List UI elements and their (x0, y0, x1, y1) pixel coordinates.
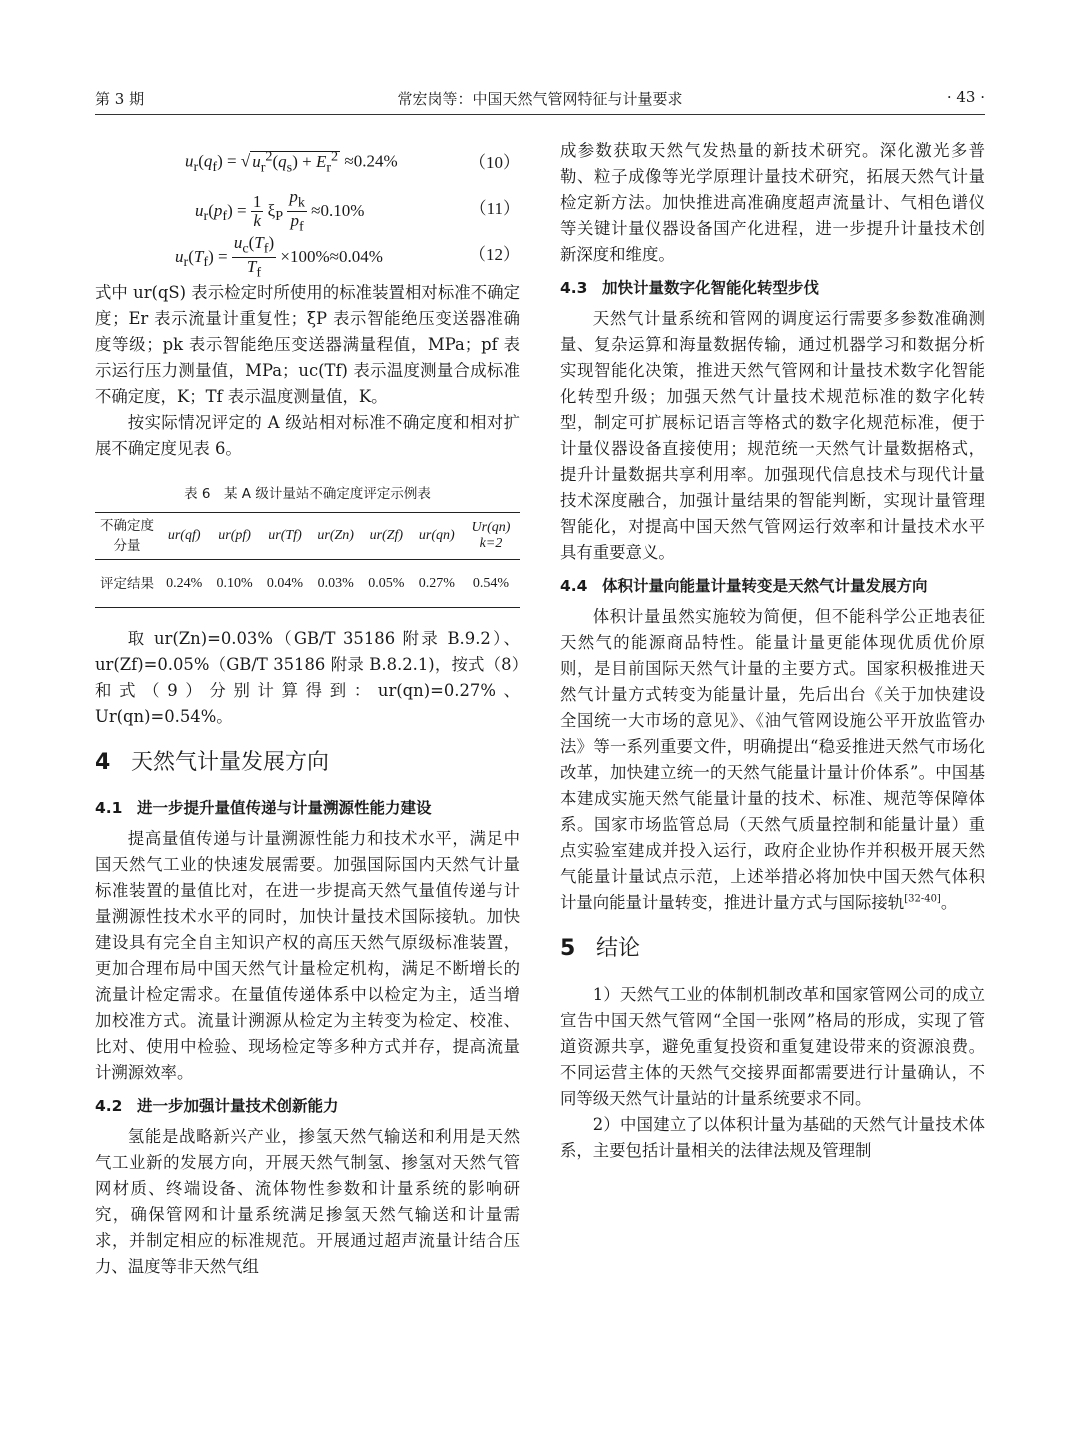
table-column-header: Ur(qn) k=2 (471, 520, 511, 551)
section-heading (560, 934, 985, 964)
subsection-title: 进一步提升量值传递与计量溯源性能力建设 (137, 799, 432, 817)
table-row-label: 不确定度分量 (100, 518, 154, 554)
table-reference-paragraph: 按实际情况评定的 A 级站相对标准不确定度和相对扩展不确定度见表 6。 (95, 413, 520, 458)
page-number: · 43 · (946, 88, 985, 106)
subsection-title: 进一步加强计量技术创新能力 (137, 1097, 339, 1115)
equation-block (95, 138, 520, 280)
table-column-header: ur(qn) (418, 528, 455, 543)
running-header (95, 84, 985, 115)
left-column (95, 138, 520, 1280)
section-title: 结论 (596, 936, 641, 961)
subsection-heading (560, 276, 985, 300)
equation-explanation: 式中 ur(qS) 表示检定时所使用的标准装置相对标准不确定度；Er 表示流量计重复性；ξP 表示智能绝压变送器准确度等级；pk 表示智能绝压变送器满量程值，MPa；pf 表示运行压力测量值，MPa；uc(Tf) 表示温度测量合成标准不确定度，K；Tf 表示温度测量值，K。 (95, 283, 520, 406)
table-column-header: ur(Tf) (268, 528, 302, 543)
running-title: 常宏岗等：中国天然气管网特征与计量要求 (397, 90, 683, 108)
paragraph-text: 体积计量虽然实施较为简便，但不能科学公正地表征天然气的能源商品特性。能量计量更能体现优质优价原则，是目前国际天然气计量的主要方式。国家积极推进天然气计量方式转变为能量计量，先后出台《关于加快建设全国统一大市场的意见》、《油气管网设施公平开放监管办法》等一系列重要文件，明确提出“稳妥推进天然气市场化改革，加快建立统一的天然气能量计量计价体系”。中国基本建成实施天然气能量计量的技术、标准、规范等保障体系。国家市场监管总局（天然气质量控制和能量计量）重点实验室建成并投入运行，政府企业协作并积极开展天然气能量计量试点示范，上述举措必将加快中国天然气体积计量向能量计量转变，推进计量方式与国际接轨 (560, 607, 985, 912)
table-cell: 0.05% (368, 575, 405, 591)
table-cell: 0.10% (216, 575, 253, 591)
section-title: 天然气计量发展方向 (131, 750, 330, 775)
table-cell: 0.24% (166, 575, 203, 591)
table-cell: 0.04% (266, 575, 304, 591)
right-column (560, 138, 985, 1164)
conclusion-item: 1）天然气工业的体制机制改革和国家管网公司的成立宣告中国天然气管网“全国一张网”格局的形成，实现了管道资源共享，避免重复投资和重复建设带来的资源浪费。不同运营主体的天然气交接界面都需要进行计量确认，不同等级天然气计量站的计量系统要求不同。 (560, 985, 985, 1108)
equation-number: （10） (469, 153, 520, 172)
body-paragraph: 氢能是战略新兴产业，掺氢天然气输送和利用是天然气工业新的发展方向，开展天然气制氢、掺氢对天然气管网材质、终端设备、流体物性参数和计量系统的影响研究，确保管网和计量系统满足掺氢天然气输送和计量需求，并制定相应的标准规范。开展通过超声流量计结合压力、温度等非天然气组 (95, 1127, 520, 1276)
subsection-number: 4.4 (560, 577, 588, 595)
equation-number: （12） (469, 245, 520, 264)
subsection-title: 加快计量数字化智能化转型步伐 (602, 279, 820, 297)
body-paragraph (560, 604, 985, 916)
equation-11: $u_r(p_f)$ = $\frac{1}{k}$ $\xi_P$ $\frac{p_k}{p_f}$ ≈0.10% （11） (195, 187, 520, 235)
body-paragraph: 天然气计量系统和管网的调度运行需要多参数准确测量、复杂运算和海量数据传输，通过机器学习和数据分析实现智能化决策，推进天然气管网和计量技术数字化智能化转型升级；加强天然气计量技术规范标准的数字化转型，制定可扩展标记语言等格式的数字化规范标准，便于计量仪器设备直接使用；规范统一天然气计量数据格式，提升计量数据共享利用率。加强现代信息技术与现代计量技术深度融合，加强计量结果的智能判断，实现计量管理智能化，对提高中国天然气管网运行效率和计量技术水平具有重要意义。 (560, 309, 985, 562)
equation-10: $u_r(q_f)$ = √ $u_r^2(q_s) + E_r^2 \approx 0.24\%$ （10） (185, 148, 520, 176)
calculation-paragraph: 取 ur(Zn)=0.03%（GB/T 35186 附录 B.9.2）、ur(Zf)=0.05%（GB/T 35186 附录 B.8.2.1)，按式（8）和式（9）分别计算得到：ur(qn)=0.27%、Ur(qn)=0.54%。 (95, 629, 520, 726)
subsection-number: 4.3 (560, 279, 588, 297)
table-cell: 0.54% (472, 575, 510, 591)
subsection-heading (95, 1094, 520, 1118)
table-row-label: 评定结果 (100, 575, 154, 592)
section-number: 4 (95, 750, 111, 775)
table-column-header: ur(qf) (167, 528, 201, 543)
issue-number: 第 3 期 (95, 90, 145, 108)
section-heading (95, 748, 520, 778)
subsection-number: 4.1 (95, 799, 123, 817)
body-paragraph-continued: 成参数获取天然气发热量的新技术研究。深化激光多普勒、粒子成像等光学原理计量技术研究，拓展天然气计量检定新方法。加快推进高准确度超声流量计、气相色谱仪等关键计量仪器设备国产化进程，进一步提升计量技术创新深度和维度。 (560, 141, 985, 264)
table-header-row (95, 513, 520, 560)
table-column-header: ur(Zn) (317, 528, 354, 543)
citation-reference: [32-40] (904, 893, 941, 905)
table-cell: 0.27% (418, 575, 455, 591)
table-column-header: ur(Zf) (369, 528, 404, 543)
table-column-header: ur(pf) (218, 528, 251, 543)
subsection-heading (95, 796, 520, 820)
conclusion-item: 2）中国建立了以体积计量为基础的天然气计量技术体系，主要包括计量相关的法律法规及管理制 (560, 1115, 985, 1160)
subsection-title: 体积计量向能量计量转变是天然气计量发展方向 (602, 577, 928, 595)
table-cell: 0.03% (317, 575, 354, 591)
paragraph-end: 。 (940, 893, 958, 912)
table-caption: 表 6 某 A 级计量站不确定度评定示例表 (184, 486, 431, 502)
equation-12: $u_r(T_f)$ = $\frac{u_c(T_f)}{T_f}$ ×100%≈0.04% （12） (175, 233, 520, 281)
subsection-number: 4.2 (95, 1097, 123, 1115)
equation-number: （11） (469, 199, 520, 218)
table-row (95, 560, 520, 608)
body-paragraph: 提高量值传递与计量溯源性能力和技术水平，满足中国天然气工业的快速发展需要。加强国际国内天然气计量标准装置的量值比对，在进一步提高天然气量值传递与计量溯源性技术水平的同时，加快计量技术国际接轨。加快建设具有完全自主知识产权的高压天然气原级标准装置，更加合理布局中国天然气计量检定机构，满足不断增长的流量计检定需求。在量值传递体系中以检定为主，适当增加校准方式。流量计溯源从检定为主转变为检定、校准、比对、使用中检验、现场检定等多种方式并存，提高流量计溯源效率。 (95, 829, 520, 1082)
section-number: 5 (560, 936, 576, 961)
subsection-heading (560, 574, 985, 598)
uncertainty-table (95, 512, 520, 608)
